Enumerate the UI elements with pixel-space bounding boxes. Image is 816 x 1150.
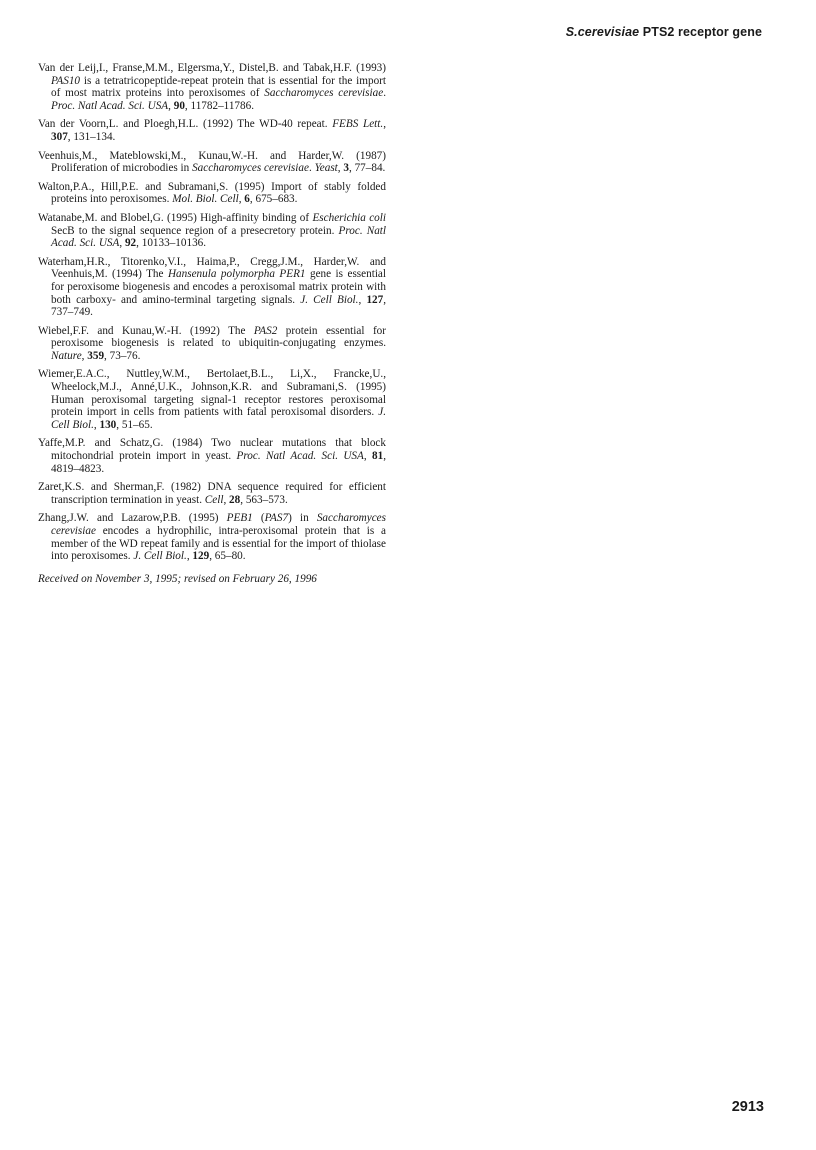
reference-text: is a tetratricopeptide-repeat protein that is essential for the import of most matrix proteins into peroxisomes of [51, 74, 386, 100]
reference-text: Yeast [314, 162, 338, 175]
reference-text: , 51–65. [116, 418, 153, 431]
reference-text: , [383, 118, 386, 131]
reference-text: , 77–84. [348, 162, 386, 175]
reference-text: , 4819–4823. [51, 450, 387, 475]
reference-entry [38, 325, 386, 363]
reference-text: Van der Leij,I., Franse,M.M., Elgersma,Y., Distel,B. and Tabak,H.F. (1993) [38, 62, 386, 74]
reference-text: Waterham,H.R., Titorenko,V.I., Haima,P., Cregg,J.M., Harder,W. and Veenhuis,M. (1994) The [38, 255, 386, 281]
reference-text: 307 [51, 130, 68, 143]
reference-text: Van der Voorn,L. and Ploegh,H.L. (1992) The WD-40 repeat. [38, 118, 333, 131]
reference-text: , [358, 293, 367, 306]
reference-text: , 563–573. [240, 493, 288, 506]
reference-text: 92 [124, 237, 137, 250]
page-number: 2913 [731, 1099, 764, 1115]
reference-text: Saccharomyces cerevisiae [51, 512, 386, 537]
reference-entry [38, 118, 386, 143]
reference-text: Mol. Biol. Cell [172, 193, 239, 206]
reference-text: SecB to the signal sequence region of a presecretory protein. [51, 224, 339, 237]
reference-text: FEBS Lett. [332, 118, 384, 131]
reference-text: PAS7 [264, 512, 289, 525]
reference-text: , 11782–11786. [184, 99, 255, 112]
reference-text: Escherichia coli [312, 211, 386, 224]
reference-text: 129 [192, 550, 210, 563]
reference-text: , 10133–10136. [136, 237, 207, 250]
reference-text: ( [252, 512, 265, 525]
reference-text: Yaffe,M.P. and Schatz,G. (1984) Two nuclear mutations that block mitochondrial protein import in yeast. [38, 437, 386, 463]
reference-text: 359 [87, 349, 105, 362]
reference-text: Zhang,J.W. and Lazarow,P.B. (1995) [38, 512, 227, 525]
reference-text: J. Cell Biol. [300, 293, 359, 306]
reference-text: PEB1 [226, 512, 253, 525]
running-head-species: S.cerevisiae [565, 25, 640, 39]
reference-entry [38, 481, 386, 506]
reference-text: J. Cell Biol. [133, 550, 187, 563]
reference-text: Cell [204, 493, 224, 506]
reference-text: protein essential for peroxisome biogenesis is related to ubiquitin-conjugating enzymes. [51, 324, 386, 350]
reference-text: PAS2 [253, 324, 278, 337]
reference-text: Wiemer,E.A.C., Nuttley,W.M., Bertolaet,B.L., Li,X., Francke,U., Wheelock,M.J., Anné,U.K., Johnson,K.R. and Subramani,S. (1995) Human peroxisomal targeting signal-1 receptor restores peroxisomal protein import in cells from patients with fatal peroxisomal disorders. [38, 368, 386, 419]
reference-text: , [238, 193, 245, 206]
reference-text: , [223, 493, 230, 506]
reference-entries [38, 62, 386, 563]
reference-text: 28 [229, 493, 241, 506]
reference-entry [38, 512, 386, 562]
reference-text: Watanabe,M. and Blobel,G. (1995) High-affinity binding of [38, 211, 313, 224]
reference-text: Walton,P.A., Hill,P.E. and Subramani,S. (1995) Import of stably folded proteins into peroxisomes. [38, 180, 386, 206]
reference-text: PAS10 [51, 74, 81, 87]
running-head-title: PTS2 receptor gene [639, 25, 762, 39]
reference-text: 127 [366, 293, 384, 306]
reference-text: , [93, 418, 100, 431]
reference-text: Saccharomyces cerevisiae [192, 162, 309, 175]
reference-text: , 73–76. [104, 349, 141, 362]
reference-text: , [119, 237, 125, 250]
reference-text: encodes a hydrophilic, intra-peroxisomal protein that is a member of the WD repeat family and is essential for the import of thiolase into peroxisomes. [51, 525, 386, 563]
reference-text: Proc. Natl Acad. Sci. USA [236, 450, 364, 463]
reference-entry [38, 437, 386, 475]
received-note: Received on November 3, 1995; revised on February 26, 1996 [38, 572, 317, 585]
reference-text: Veenhuis,M., Mateblowski,M., Kunau,W.-H. and Harder,W. (1987) Proliferation of microbodies in [38, 149, 386, 175]
reference-text: , 737–749. [51, 293, 387, 319]
reference-list [38, 62, 386, 591]
reference-text: Proc. Natl Acad. Sci. USA [51, 224, 386, 250]
reference-text: , 65–80. [209, 550, 246, 563]
reference-text: , [363, 450, 373, 463]
reference-text: . [308, 162, 315, 175]
reference-text: gene is essential for peroxisome biogenesis and encodes a peroxisomal matrix protein with both carboxy- and amino-terminal targeting signals. [51, 268, 386, 306]
reference-text: . [383, 87, 386, 100]
reference-text: 6 [244, 193, 250, 206]
reference-text: , [186, 550, 193, 563]
reference-text: , [81, 349, 88, 362]
reference-entry [38, 181, 386, 206]
reference-text: Hansenula polymorpha PER1 [167, 268, 306, 281]
reference-text: Zaret,K.S. and Sherman,F. (1982) DNA sequence required for efficient transcription termination in yeast. [38, 481, 386, 506]
reference-text: Wiebel,F.F. and Kunau,W.-H. (1992) The [38, 324, 254, 337]
reference-text: Saccharomyces cerevisiae [264, 87, 384, 100]
reference-text: 81 [372, 450, 384, 463]
reference-text: , [337, 162, 344, 175]
reference-text: , [168, 99, 174, 112]
reference-text: 130 [99, 418, 117, 431]
reference-entry [38, 62, 386, 112]
reference-entry [38, 150, 386, 175]
running-head [566, 25, 762, 39]
reference-text: ) in [288, 512, 317, 525]
reference-text: J. Cell Biol. [51, 406, 386, 431]
reference-text: , 131–134. [67, 130, 116, 143]
reference-text: Nature [51, 349, 82, 362]
reference-entry [38, 212, 386, 250]
reference-text: 3 [343, 162, 349, 175]
reference-entry [38, 256, 386, 319]
reference-text: 90 [173, 99, 185, 112]
reference-text: , 675–683. [249, 193, 298, 206]
reference-text: Proc. Natl Acad. Sci. USA [51, 99, 169, 112]
reference-entry [38, 368, 386, 431]
